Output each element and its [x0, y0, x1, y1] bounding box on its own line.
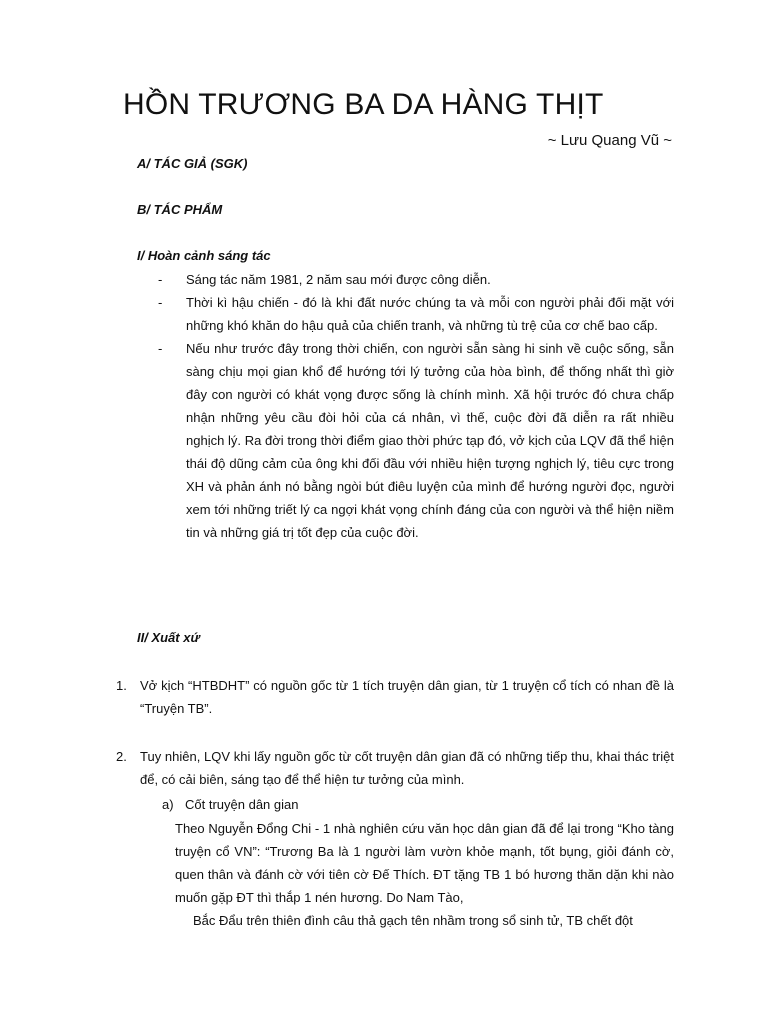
subsection-1-heading: I/ Hoàn cảnh sáng tác: [137, 248, 271, 263]
subsection-2-heading: II/ Xuất xứ: [137, 630, 200, 645]
section-b-heading: B/ TÁC PHẨM: [137, 202, 223, 217]
sub-item-text: Cốt truyện dân gian: [185, 797, 299, 812]
item-number: 2.: [116, 749, 127, 764]
context-bullet-list: [158, 268, 674, 544]
numbered-item-2: [116, 745, 674, 791]
sub-item-a: [162, 793, 674, 816]
item-text: Tuy nhiên, LQV khi lấy nguồn gốc từ cốt truyện dân gian đã có những tiếp thu, khai thác triệt để, có cải biên, sáng tạo để thể hiện tư tưởng của mình.: [140, 749, 674, 787]
folk-story-paragraph: [175, 817, 674, 932]
document-author: ~ Lưu Quang Vũ ~: [547, 132, 672, 149]
paragraph-text: Theo Nguyễn Đổng Chi - 1 nhà nghiên cứu văn học dân gian đã để lại trong “Kho tàng truyện cổ VN”: “Trương Ba là 1 người làm vườn khỏe mạnh, tốt bụng, giỏi đánh cờ, quen thân và đánh cờ với tiên cờ Đế Thích. ĐT tặng TB 1 bó hương thăn dặn khi nào muốn gặp ĐT thì thắp 1 nén hương. Do Nam Tào,: [175, 821, 674, 905]
list-item: - Thời kì hậu chiến - đó là khi đất nước chúng ta và mỗi con người phải đối mặt với những khó khăn do hậu quả của chiến tranh, và những tù trệ của cơ chế bao cấp.: [158, 291, 674, 337]
paragraph-last-line: Bắc Đẩu trên thiên đình câu thả gạch tên nhầm trong sổ sinh tử, TB chết đột: [193, 913, 633, 928]
item-text: Vở kịch “HTBDHT” có nguồn gốc từ 1 tích truyện dân gian, từ 1 truyện cổ tích có nhan đề là “Truyện TB”.: [140, 678, 674, 716]
sub-item-letter: a): [162, 797, 174, 812]
list-item: - Nếu như trước đây trong thời chiến, con người sẵn sàng hi sinh về cuộc sống, sẵn sàng chịu mọi gian khổ để hướng tới lý tưởng của hòa bình, để thống nhất thì giờ đây con người có khát vọng được sống là chính mình. Xã hội trước đó chưa chấp nhận những yêu cầu đòi hỏi của cá nhân, vì thế, cuộc đời đã diễn ra rất nhiều nghịch lý. Ra đời trong thời điểm giao thời phức tạp đó, vở kịch của LQV đã thể hiện thái độ dũng cảm của ông khi đối đầu với nhiều hiện tượng nghịch lý, tiêu cực trong XH và phản ánh nó bằng ngòi bút điêu luyện của mình để hướng người đọc, người xem tới những triết lý ca ngợi khát vọng chính đáng của con người và thể hiện niềm tin và những giá trị tốt đẹp của cuộc đời.: [158, 337, 674, 544]
item-number: 1.: [116, 678, 127, 693]
numbered-item-1: [116, 674, 674, 720]
document-title: HỒN TRƯƠNG BA DA HÀNG THỊT: [123, 88, 604, 121]
list-item: - Sáng tác năm 1981, 2 năm sau mới được công diễn.: [158, 268, 674, 291]
section-a-heading: A/ TÁC GIẢ (SGK): [137, 156, 248, 171]
